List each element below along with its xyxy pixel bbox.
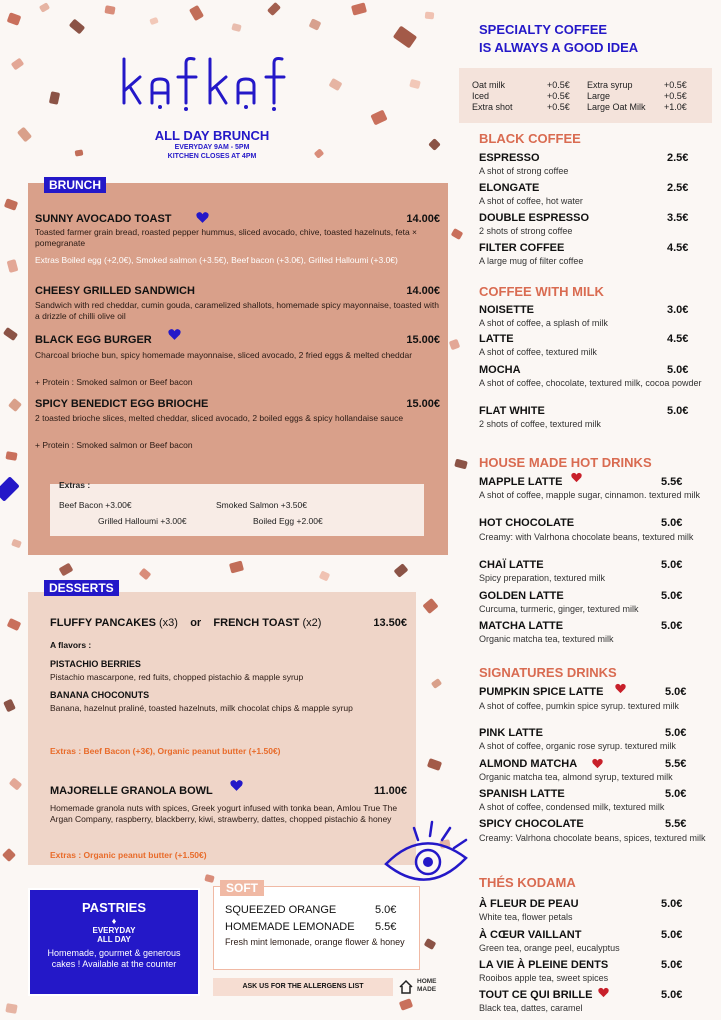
soft-desc: Fresh mint lemonade, orange flower & honey — [225, 937, 405, 947]
drink-name: FILTER COFFEE — [479, 242, 565, 254]
drink-price: 2.5€ — [667, 152, 689, 164]
addon-price: +0.5€ — [547, 91, 570, 101]
heart-icon — [230, 779, 243, 792]
heart-icon — [615, 683, 626, 694]
flavor-title: BANANA CHOCONUTS — [50, 690, 150, 700]
heart-icon — [592, 758, 603, 769]
soft-price: 5.5€ — [375, 921, 397, 933]
drink-price: 5.0€ — [661, 590, 683, 602]
drink-name: CHAÏ LATTE — [479, 559, 544, 571]
drink-price: 5.0€ — [667, 405, 689, 417]
pastries-divider-icon: ♦ — [111, 916, 117, 926]
drink-price: 5.0€ — [665, 727, 687, 739]
drink-name: DOUBLE ESPRESSO — [479, 212, 590, 224]
heart-icon — [196, 211, 209, 224]
drink-name: À CŒUR VAILLANT — [479, 929, 582, 941]
soft-item: SQUEEZED ORANGE — [225, 904, 337, 916]
french-toast-title: FRENCH TOAST — [213, 617, 300, 629]
brunch-item-price: 14.00€ — [406, 285, 440, 297]
heart-icon — [598, 987, 609, 998]
drink-name: SPICY CHOCOLATE — [479, 818, 584, 830]
pastries-title: PASTRIES — [81, 900, 147, 915]
drink-price: 3.5€ — [667, 212, 689, 224]
drink-name: NOISETTE — [479, 304, 535, 316]
brunch-item-desc: Sandwich with red cheddar, cumin gouda, caramelized shallots, homemade spicy mayonnaise, toasted with a drizzle of chilli olive oil — [35, 300, 439, 321]
drink-price: 5.5€ — [661, 476, 683, 488]
drink-name: PINK LATTE — [479, 727, 543, 739]
drink-name: GOLDEN LATTE — [479, 590, 564, 602]
drink-name: MAPPLE LATTE — [479, 476, 563, 488]
allergen-note: ASK US FOR THE ALLERGENS LIST — [213, 978, 393, 996]
drink-desc: A shot of coffee, chocolate, textured milk, cocoa powder — [479, 378, 702, 388]
drink-name: LA VIE À PLEINE DENTS — [479, 959, 609, 971]
extra-option: Smoked Salmon +3.50€ — [216, 500, 307, 510]
brunch-label: BRUNCH — [44, 177, 106, 193]
coffee-addons-box — [459, 68, 712, 123]
brunch-item-title: CHEESY GRILLED SANDWICH — [35, 285, 195, 297]
opening-hours: EVERYDAY 9AM - 5PM — [174, 144, 250, 151]
drink-price: 3.0€ — [667, 304, 689, 316]
drink-price: 4.5€ — [667, 242, 689, 254]
house-icon — [398, 979, 414, 995]
addon-name: Large — [587, 91, 611, 101]
home-made-badge: HOME MADE — [417, 978, 437, 993]
soft-label: SOFT — [220, 880, 264, 896]
drink-desc: White tea, flower petals — [479, 912, 573, 922]
drink-desc: 2 shots of strong coffee — [479, 226, 573, 236]
drink-desc: Spicy preparation, textured milk — [479, 573, 606, 583]
pastries-desc: Homemade, gourmet & generous cakes ! Available at the counter — [47, 948, 181, 969]
brunch-item-protein: + Protein : Smoked salmon or Beef bacon — [35, 440, 193, 450]
section-title: SIGNATURES DRINKS — [479, 665, 617, 680]
addon-price: +1.0€ — [664, 102, 687, 112]
drink-name: LATTE — [479, 333, 514, 345]
drink-price: 5.0€ — [661, 929, 683, 941]
drink-price: 5.0€ — [661, 517, 683, 529]
brunch-item-price: 14.00€ — [406, 213, 440, 225]
flavor-desc: Banana, hazelnut praliné, toasted hazelnuts, milk chocolat chips & mapple syrup — [50, 703, 353, 713]
drink-price: 5.0€ — [661, 559, 683, 571]
drink-name: SPANISH LATTE — [479, 788, 565, 800]
drink-price: 5.0€ — [661, 898, 683, 910]
tagline-title: ALL DAY BRUNCH — [154, 128, 270, 143]
addon-name: Iced — [472, 91, 490, 101]
extras-title: Extras : — [59, 480, 91, 490]
drink-price: 5.0€ — [661, 620, 683, 632]
pastries-box — [28, 888, 200, 996]
drink-name: MATCHA LATTE — [479, 620, 564, 632]
drink-name: ESPRESSO — [479, 152, 540, 164]
drink-price: 5.5€ — [665, 758, 687, 770]
drink-desc: A shot of coffee, mapple sugar, cinnamon. textured milk — [479, 490, 700, 500]
drink-price: 5.0€ — [667, 364, 689, 376]
addon-name: Extra syrup — [587, 80, 633, 90]
pastries-sub: EVERYDAY — [92, 926, 136, 935]
french-toast-qty: (x2) — [302, 617, 322, 629]
flavors-title: A flavors : — [50, 640, 92, 650]
brunch-item-desc: Charcoal brioche bun, spicy homemade mayonnaise, sliced avocado, 2 fried eggs & melted cheddar — [35, 350, 413, 360]
kitchen-hours: KITCHEN CLOSES AT 4PM — [167, 153, 257, 160]
brunch-item-protein: + Protein : Smoked salmon or Beef bacon — [35, 377, 193, 387]
heart-icon — [168, 328, 181, 341]
drink-desc: A shot of coffee, organic rose syrup. textured milk — [479, 741, 676, 751]
addon-price: +0.5€ — [664, 80, 687, 90]
drink-name: PUMPKIN SPICE LATTE — [479, 686, 604, 698]
addon-price: +0.5€ — [547, 102, 570, 112]
drink-desc: Rooibos apple tea, sweet spices — [479, 973, 609, 983]
tagline-block — [112, 128, 312, 161]
drink-price: 5.5€ — [665, 818, 687, 830]
addon-name: Oat milk — [472, 80, 506, 90]
soft-item: HOMEMADE LEMONADE — [225, 921, 355, 933]
drink-name: TOUT CE QUI BRILLE — [479, 989, 593, 1001]
drink-desc: A shot of coffee, hot water — [479, 196, 583, 206]
flavor-desc: Pistachio mascarpone, red fuits, chopped pistachio & mapple syrup — [50, 672, 304, 682]
pancakes-qty: (x3) — [159, 617, 178, 629]
drink-desc: A shot of coffee, condensed milk, textured milk — [479, 802, 665, 812]
pastries-sub: ALL DAY — [97, 935, 131, 944]
brunch-item-title: SPICY BENEDICT EGG BRIOCHE — [35, 398, 209, 410]
drink-desc: Creamy: Valrhona chocolate beans, spices, textured milk — [479, 833, 706, 843]
pancakes-title: FLUFFY PANCAKES — [50, 617, 156, 629]
drink-desc: A large mug of filter coffee — [479, 256, 584, 266]
addon-name: Extra shot — [472, 102, 513, 112]
drink-price: 5.0€ — [665, 788, 687, 800]
brunch-item-desc: 2 toasted brioche slices, melted cheddar, sliced avocado, 2 boiled eggs & spicy hollandaise sauce — [35, 413, 404, 423]
brunch-item-desc: Toasted farmer grain bread, roasted pepper hummus, sliced avocado, chive, toasted hazelnuts, feta × pomegranate — [35, 227, 418, 248]
brunch-item-price: 15.00€ — [406, 398, 440, 410]
section-title: HOUSE MADE HOT DRINKS — [479, 455, 652, 470]
section-title: THÉS KODAMA — [479, 875, 576, 890]
drink-name: HOT CHOCOLATE — [479, 517, 575, 529]
kafkaf-logo — [118, 55, 303, 113]
drink-desc: Organic matcha tea, textured milk — [479, 634, 614, 644]
granola-desc: Homemade granola nuts with spices, Greek yogurt infused with tonka bean, Amlou True The Argan Company, raspberry, blackberry, kiwi, strawberry, dattes, chopped pistachio & honey — [50, 803, 398, 824]
drink-name: ELONGATE — [479, 182, 540, 194]
or-word: or — [190, 617, 202, 629]
drink-desc: Curcuma, turmeric, ginger, textured milk — [479, 604, 639, 614]
addon-price: +0.5€ — [664, 91, 687, 101]
flavor-title: PISTACHIO BERRIES — [50, 659, 141, 669]
drink-name: FLAT WHITE — [479, 405, 545, 417]
addon-price: +0.5€ — [547, 80, 570, 90]
brunch-item-extras: Extras Boiled egg (+2,0€), Smoked salmon (+3.5€), Beef bacon (+3.0€), Grilled Halloumi (+3.0€) — [35, 255, 398, 265]
section-title: BLACK COFFEE — [479, 131, 581, 146]
heart-icon — [571, 472, 582, 483]
extra-option: Boiled Egg +2.00€ — [253, 516, 323, 526]
drink-desc: Black tea, dattes, caramel — [479, 1003, 583, 1013]
granola-extras: Extras : Organic peanut butter (+1.50€) — [50, 850, 207, 860]
drink-desc: A shot of strong coffee — [479, 166, 569, 176]
specialty-title: SPECIALTY COFFEE IS ALWAYS A GOOD IDEA — [479, 22, 639, 55]
drink-desc: Organic matcha tea, almond syrup, textured milk — [479, 772, 673, 782]
brunch-extras-box — [50, 480, 424, 536]
drink-price: 5.0€ — [661, 989, 683, 1001]
brunch-item-title: SUNNY AVOCADO TOAST — [35, 213, 172, 225]
drink-price: 4.5€ — [667, 333, 689, 345]
drink-desc: A shot of coffee, textured milk — [479, 347, 597, 357]
soft-price: 5.0€ — [375, 904, 397, 916]
section-title: COFFEE WITH MILK — [479, 284, 604, 299]
drink-desc: Green tea, orange peel, eucalyptus — [479, 943, 620, 953]
drink-desc: A shot of coffee, a splash of milk — [479, 318, 608, 328]
extra-option: Grilled Halloumi +3.00€ — [98, 516, 187, 526]
drink-price: 5.0€ — [665, 686, 687, 698]
drink-name: À FLEUR DE PEAU — [479, 898, 579, 910]
drink-desc: 2 shots of coffee, textured milk — [479, 419, 601, 429]
extra-option: Beef Bacon +3.00€ — [59, 500, 132, 510]
granola-title: MAJORELLE GRANOLA BOWL — [50, 785, 213, 797]
drink-name: ALMOND MATCHA — [479, 758, 578, 770]
addon-name: Large Oat Milk — [587, 102, 646, 112]
desserts-panel — [28, 592, 416, 865]
granola-price: 11.00€ — [373, 785, 407, 797]
desserts-label: DESSERTS — [44, 580, 119, 596]
drink-name: MOCHA — [479, 364, 521, 376]
dessert-extras: Extras : Beef Bacon (+3€), Organic peanut butter (+1.50€) — [50, 746, 281, 756]
drink-desc: Creamy: with Valrhona chocolate beans, textured milk — [479, 532, 694, 542]
drink-desc: A shot of coffee, pumkin spice syrup. textured milk — [479, 701, 679, 711]
drink-price: 5.0€ — [661, 959, 683, 971]
pancakes-price: 13.50€ — [373, 617, 407, 629]
drink-price: 2.5€ — [667, 182, 689, 194]
brunch-item-title: BLACK EGG BURGER — [35, 334, 152, 346]
brunch-item-price: 15.00€ — [406, 334, 440, 346]
